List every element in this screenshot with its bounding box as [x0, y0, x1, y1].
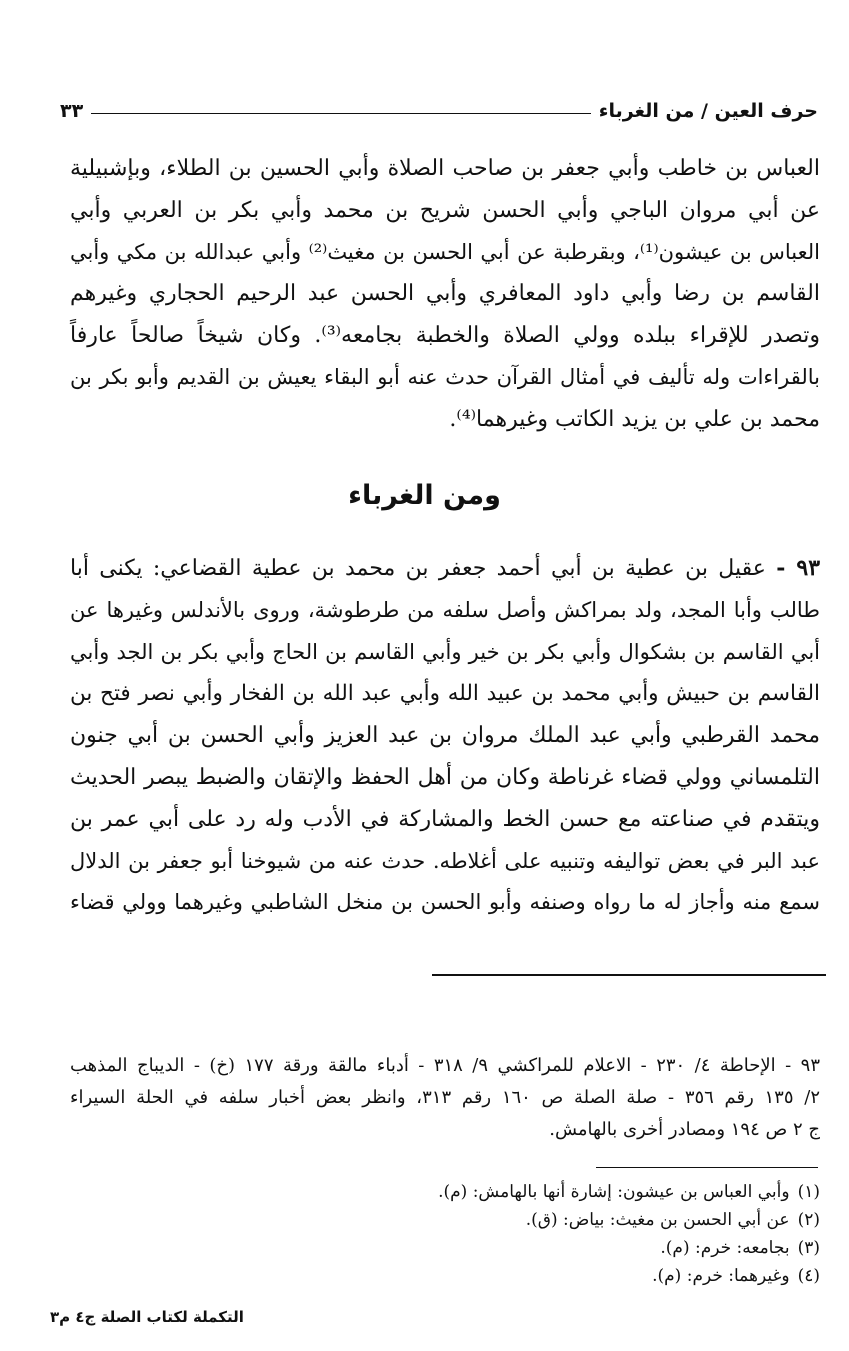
running-title: حرف العين / من الغرباء	[598, 100, 818, 122]
note-text: بجامعه: خرم: (م).	[660, 1238, 790, 1258]
note-text: وأبي العباس بن عيشون: إشارة أنها بالهامش: (م).	[438, 1182, 790, 1202]
text-line: القاسم بن حبيش وأبي محمد بن عبيد الله وأبي عبد الله بن الفخار وأبي نصر فتح بن	[70, 681, 820, 707]
section-heading: ومن الغرباء	[348, 480, 501, 511]
signature-footer: التكملة لكتاب الصلة ج٤ م٣	[50, 1308, 244, 1326]
text-line: التلمساني وولي قضاء غرناطة وكان من أهل الحفظ والإتقان والضبط يبصر الحديث	[70, 764, 821, 790]
text-line: العباس بن عيشون⁽¹⁾، وبقرطبة عن أبي الحسن بن مغيث⁽²⁾ وأبي عبدالله بن مكي وأبي	[70, 239, 820, 264]
continued-paragraph	[70, 148, 820, 441]
running-header	[60, 86, 818, 122]
note-item	[70, 1234, 820, 1262]
text-line: عبد البر في بعض تواليفه وتنبيه على أغلاطه. حدث عنه من شيوخنا أبو جعفر بن الدلال	[70, 848, 820, 873]
text-line: بالقراءات وله تأليف في أمثال القرآن حدث عنه أبو البقاء يعيش بن القديم وأبو بكر بن	[70, 364, 820, 389]
sources-footnote	[70, 1050, 820, 1146]
text-line: العباس بن خاطب وأبي جعفر بن صاحب الصلاة وأبي الحسين بن الطلاء، وبإشبيلية	[70, 156, 820, 181]
text-line: أبي القاسم بن بشكوال وأبي بكر بن خير وأبي القاسم بن الحاج وأبي بكر بن الجد وأبي	[70, 639, 820, 664]
note-item	[70, 1178, 820, 1206]
text-line: ويتقدم في صناعته مع حسن الخط والمشاركة في الأدب وله رد على أبي عمر بن	[70, 806, 820, 832]
note-number: (١)	[797, 1182, 820, 1202]
footnote-divider	[432, 974, 826, 976]
text-line: محمد بن علي بن يزيد الكاتب وغيرهما⁽⁴⁾.	[449, 406, 820, 432]
text-line: القاسم بن رضا وأبي داود المعافري وأبي الحسن عبد الرحيم الحجاري وغيرهم	[70, 281, 820, 307]
note-item	[70, 1262, 820, 1290]
note-number: (٣)	[797, 1238, 820, 1258]
text-line	[70, 548, 820, 590]
page-number: ٣٣	[60, 100, 84, 122]
entry-first-line: عقيل بن عطية بن أبي أحمد جعفر بن محمد بن عطية القضاعي: يكنى أبا	[70, 556, 766, 581]
source-line: ٩٣ - الإحاطة ٤/ ٢٣٠ - الاعلام للمراكشي ٩/ ٣١٨ - أدباء مالقة ورقة ١٧٧ (خ) - الديباج المذهب	[70, 1055, 820, 1076]
note-text: عن أبي الحسن بن مغيث: بياض: (ق).	[525, 1210, 790, 1230]
entry-paragraph	[70, 548, 820, 924]
note-number: (٢)	[797, 1210, 820, 1230]
note-number: (٤)	[797, 1266, 820, 1286]
text-line: عن أبي مروان الباجي وأبي الحسن شريح بن محمد وأبي بكر بن العربي وأبي	[70, 197, 820, 223]
header-rule	[91, 113, 591, 114]
source-line: ج ٢ ص ١٩٤ ومصادر أخرى بالهامش.	[549, 1119, 820, 1140]
entry-number: ٩٣ -	[776, 555, 821, 581]
note-text: وغيرهما: خرم: (م).	[652, 1266, 790, 1286]
text-line: وتصدر للإقراء ببلده وولي الصلاة والخطبة بجامعه⁽³⁾. وكان شيخاً صالحاً عارفاً	[70, 323, 820, 349]
text-line: سمع منه وأجاز له ما رواه وصنفه وأبو الحسن بن منخل الشاطبي وغيرهما وولي قضاء	[70, 890, 820, 915]
note-item	[70, 1206, 820, 1234]
text-line: طالب وأبا المجد، ولد بمراكش وأصل سلفه من طرطوشة، وروى بالأندلس وغيرها عن	[70, 597, 820, 622]
notes-divider	[596, 1167, 818, 1168]
source-line: ٢/ ١٣٥ رقم ٣٥٦ - صلة الصلة ص ١٦٠ رقم ٣١٣، وانظر بعض أخبار سلفه في الحلة السيراء	[70, 1087, 820, 1108]
critical-notes	[70, 1178, 820, 1290]
text-line: محمد القرطبي وأبي عبد الملك مروان بن عبد العزيز وأبي الحسن بن أبي جنون	[70, 723, 820, 749]
